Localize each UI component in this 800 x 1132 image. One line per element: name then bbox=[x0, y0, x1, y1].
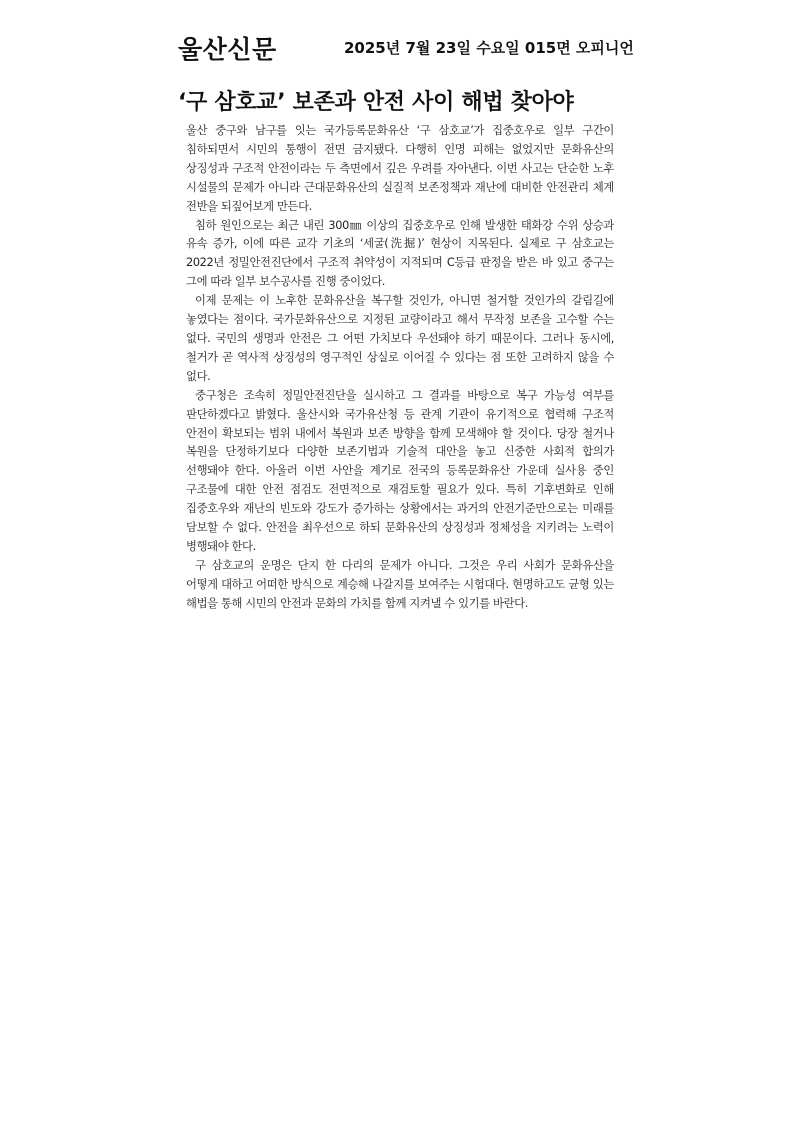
article-paragraph: 울산 중구와 남구를 잇는 국가등록문화유산 ‘구 삼호교’가 집중호우로 일부 구간이 침하되면서 시민의 통행이 전면 금지됐다. 다행히 인명 피해는 없었지만 문화유산의 상징성과 구조적 안전이라는 두 측면에서 깊은 우려를 자아낸다. 이번 사고는 단순한 노후 시설물의 문제가 아니라 근대문화유산의 실질적 보존정책과 재난에 대비한 안전관리 체계 전반을 되짚어보게 만든다. bbox=[186, 124, 614, 213]
article-paragraph: 이제 문제는 이 노후한 문화유산을 복구할 것인가, 아니면 철거할 것인가의 갈림길에 놓였다는 점이다. 국가문화유산으로 지정된 교량이라고 해서 무작정 보존을 고수할 수는 없다. 국민의 생명과 안전은 그 어떤 가치보다 우선돼야 하기 때문이다. 그러나 동시에, 철거가 곧 역사적 상징성의 영구적인 상실로 이어질 수 있다는 점 또한 고려하지 않을 수 없다. bbox=[186, 294, 614, 383]
newspaper-name: 울산신문 bbox=[178, 35, 277, 64]
article-paragraph: 중구청은 조속히 정밀안전진단을 실시하고 그 결과를 바탕으로 복구 가능성 여부를 판단하겠다고 밝혔다. 울산시와 국가유산청 등 관계 기관이 유기적으로 협력해 구조적 안전이 확보되는 범위 내에서 복원과 보존 방향을 함께 모색해야 할 것이다. 당장 철거나 복원을 단정하기보다 다양한 보존기법과 기술적 대안을 놓고 신중한 사회적 합의가 선행돼야 한다. 아울러 이번 사안을 계기로 전국의 등록문화유산 가운데 실사용 중인 구조물에 대한 안전 점검도 전면적으로 재검토할 필요가 있다. 특히 기후변화로 인해 집중호우와 재난의 빈도와 강도가 증가하는 상황에서는 과거의 안전기준만으로는 미래를 담보할 수 없다. 안전을 최우선으로 하되 문화유산의 상징성과 정체성을 지키려는 노력이 병행돼야 한다. bbox=[186, 388, 614, 553]
masthead bbox=[178, 30, 634, 70]
article-headline: ‘구 삼호교’ 보존과 안전 사이 해법 찾아야 bbox=[178, 89, 574, 115]
article-body bbox=[186, 122, 614, 614]
article-paragraph: 침하 원인으로는 최근 내린 300㎜ 이상의 집중호우로 인해 발생한 태화강 수위 상승과 유속 증가, 이에 따른 교각 기초의 ‘세굴(洗掘)’ 현상이 지목된다. 실제로 구 삼호교는 2022년 정밀안전진단에서 구조적 취약성이 지적되며 C등급 판정을 받은 바 있고 중구는 그에 따라 일부 보수공사를 진행 중이었다. bbox=[186, 218, 614, 289]
issue-date-and-section: 2025년 7월 23일 수요일 015면 오피니언 bbox=[344, 39, 634, 57]
article-paragraph: 구 삼호교의 운명은 단지 한 다리의 문제가 아니다. 그것은 우리 사회가 문화유산을 어떻게 대하고 어떠한 방식으로 계승해 나갈지를 보여주는 시험대다. 현명하고도 균형 있는 해법을 통해 시민의 안전과 문화의 가치를 함께 지켜낼 수 있기를 바란다. bbox=[186, 558, 614, 610]
